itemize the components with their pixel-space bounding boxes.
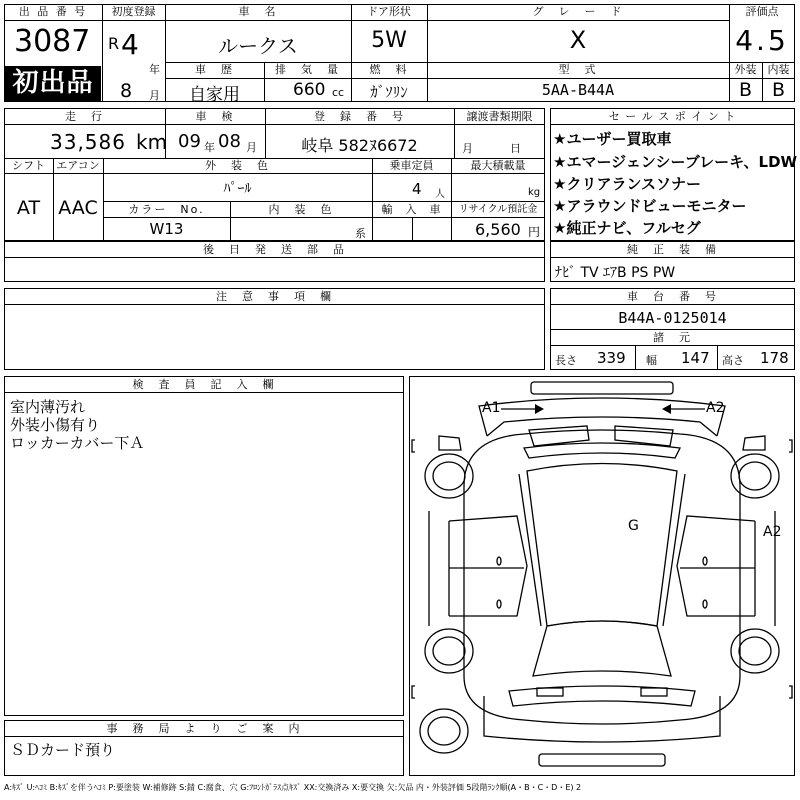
mileage: 33,586 — [50, 130, 126, 154]
grade-label: グ レ ー ド — [532, 5, 624, 18]
mileage-unit: km — [136, 130, 168, 154]
notes-label: 注 意 事 項 欄 — [216, 290, 333, 303]
damage-mark-a2-front: A2 — [706, 400, 725, 416]
exterior-color-label: 外 装 色 — [205, 159, 270, 172]
damage-mark-a2-side: A2 — [763, 524, 782, 540]
height: 178 — [760, 349, 789, 367]
sales-point-4: ★アラウンドビューモニター — [553, 197, 747, 215]
sales-point-2: ★エマージェンシーブレーキ、LDW — [553, 153, 798, 171]
recycle-deposit-label: リサイクル預託金 — [458, 204, 538, 215]
interior-score: B — [771, 79, 786, 101]
registration-month: 8 — [120, 80, 133, 102]
car-name: ルークス — [218, 34, 298, 58]
sales-point-3: ★クリアランスソナー — [553, 175, 701, 193]
inspection-month-unit: 月 — [246, 141, 257, 154]
width: 147 — [681, 349, 710, 367]
lot-number-label: 出 品 番 号 — [18, 5, 88, 18]
sales-point-1: ★ユーザー買取車 — [553, 130, 672, 148]
score-label: 評価点 — [745, 5, 779, 18]
displacement-label: 排 気 量 — [275, 63, 340, 76]
first-listing-badge: 初出品 — [5, 66, 101, 101]
max-load-unit: kg — [528, 187, 541, 198]
specs-label: 諸 元 — [653, 331, 692, 344]
inspection-label: 車 検 — [195, 110, 235, 123]
registration-month-unit: 月 — [149, 89, 160, 102]
damage-mark-g: G — [628, 518, 639, 534]
transfer-month-unit: 月 — [462, 142, 473, 155]
shift: AT — [16, 197, 41, 219]
later-parts-label: 後 日 発 送 部 品 — [203, 243, 346, 256]
recycle-deposit: 6,560 — [475, 220, 521, 239]
inspection-year: 09 — [178, 131, 201, 152]
equipment-label: 純 正 装 備 — [627, 243, 718, 256]
inspector-note-2: 外装小傷有り — [10, 416, 101, 434]
ac-label: エアコン — [56, 159, 100, 172]
shift-label: シフト — [12, 159, 45, 172]
equipment-value: ﾅﾋﾞ TV ｴｱB PS PW — [555, 265, 676, 281]
height-label: 高さ — [722, 354, 744, 367]
interior-color-unit: 系 — [355, 227, 366, 240]
damage-mark-a1: A1 — [482, 400, 501, 416]
lot-number: 3087 — [14, 24, 91, 59]
exterior-color: ﾊﾟｰﾙ — [223, 181, 252, 197]
model-label: 型 式 — [558, 63, 598, 76]
model-code: 5AA-B44A — [541, 81, 615, 99]
registration-year-unit: 年 — [149, 63, 160, 76]
displacement-unit: cc — [332, 86, 345, 99]
inspection-month: 08 — [218, 131, 241, 152]
ac: AAC — [58, 197, 98, 219]
chassis-number: B44A-0125014 — [618, 309, 727, 327]
registration-year: 4 — [121, 28, 139, 61]
car-history: 自家用 — [189, 85, 240, 105]
inspector-label: 検 査 員 記 入 欄 — [132, 378, 276, 391]
details-block — [4, 108, 545, 241]
chassis-label: 車 台 番 号 — [627, 290, 718, 303]
mileage-label: 走 行 — [65, 110, 104, 123]
inspector-note-1: 室内薄汚れ — [10, 398, 86, 416]
capacity-label: 乗車定員 — [389, 159, 434, 172]
sales-point-5: ★純正ナビ、フルセグ — [553, 219, 701, 237]
displacement: 660 — [293, 80, 326, 100]
sales-points-label: セ ー ル ス ポ イ ン ト — [608, 110, 737, 123]
registration-era: R — [108, 34, 120, 53]
score: 4.5 — [735, 24, 789, 57]
capacity: 4 — [412, 180, 422, 198]
fuel-label: 燃 料 — [369, 63, 409, 76]
inspection-year-unit: 年 — [204, 141, 215, 154]
exterior-label: 外装 — [734, 63, 757, 76]
width-label: 幅 — [646, 354, 657, 367]
length-label: 長さ — [555, 354, 577, 367]
length: 339 — [597, 349, 626, 367]
exterior-score: B — [738, 79, 753, 101]
color-number: W13 — [149, 220, 184, 238]
door-shape-label: ドア形状 — [367, 5, 411, 18]
office-label: 事 務 局 よ り ご 案 内 — [106, 722, 302, 735]
grade: X — [569, 26, 587, 54]
interior-color-label: 内 装 色 — [268, 203, 334, 216]
interior-label: 内装 — [767, 63, 790, 76]
door-shape: 5W — [371, 28, 407, 53]
color-number-label: カラー No. — [128, 203, 205, 216]
import-car-label: 輸 入 車 — [381, 203, 442, 216]
max-load-label: 最大積載量 — [470, 159, 526, 172]
legend: A:ｷｽﾞ U:ﾍｺﾐ B:ｷｽﾞを伴うﾍｺﾐ P:要塗装 W:補修跡 S:錆 C:腐食、穴 G:ﾌﾛﾝﾄｶﾞﾗｽ点ｷｽﾞ XX:交換済み X:要交換 欠:欠品 内・外装評価 5段階ﾗﾝｸ順(A・B・C・D・E) 2 — [4, 783, 582, 792]
plate-label: 登 録 番 号 — [314, 110, 405, 123]
registration-label: 初度登録 — [111, 5, 156, 18]
inspector-note-3: ロッカーカバー下Ａ — [10, 434, 145, 452]
transfer-day-unit: 日 — [510, 142, 521, 155]
office-note: ＳＤカード預り — [10, 741, 116, 759]
history-label: 車 歴 — [195, 63, 234, 76]
car-name-label: 車 名 — [238, 5, 278, 18]
plate-number: 岐阜 582ﾇ6672 — [301, 136, 418, 155]
fuel: ｶﾞｿﾘﾝ — [370, 83, 408, 101]
car-outline-diagram — [409, 376, 795, 776]
recycle-deposit-unit: 円 — [528, 225, 541, 239]
capacity-unit: 人 — [435, 189, 445, 200]
transfer-deadline-label: 譲渡書類期限 — [466, 110, 533, 123]
